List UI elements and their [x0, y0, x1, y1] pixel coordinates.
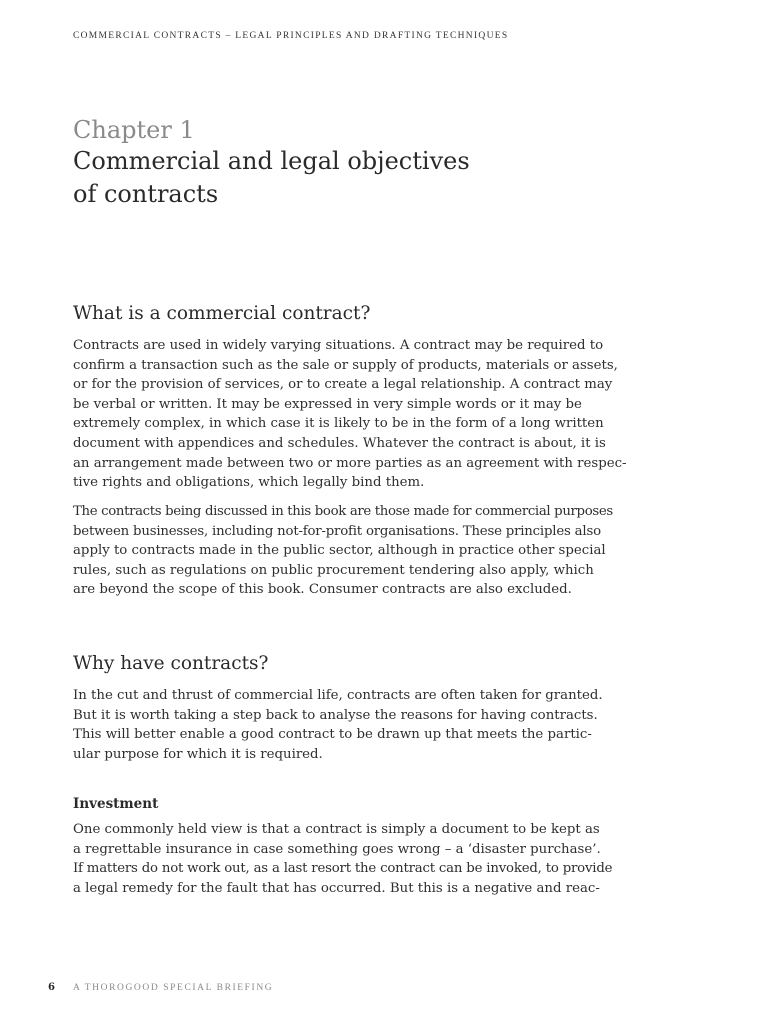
- chapter-title: [73, 145, 543, 211]
- subheading-investment: Investment: [73, 796, 159, 812]
- text-line: In the cut and thrust of commercial life, contracts are often taken for granted.: [73, 688, 603, 703]
- body-paragraph: [73, 336, 627, 493]
- text-line: or for the provision of services, or to create a legal relationship. A contract may: [73, 377, 613, 393]
- body-paragraph: [73, 686, 603, 764]
- text-line: Contracts are used in widely varying situations. A contract may be required to: [73, 338, 604, 353]
- section-heading-what-is-contract: What is a commercial contract?: [73, 303, 371, 324]
- text-line: document with appendices and schedules. Whatever the contract is about, it is: [73, 435, 606, 451]
- text-line: an arrangement made between two or more parties as an agreement with respec-: [73, 455, 627, 471]
- chapter-title-line: Commercial and legal objectives: [73, 147, 470, 175]
- body-paragraph: [73, 502, 613, 600]
- footer-series-title: A THOROGOOD SPECIAL BRIEFING: [73, 983, 274, 993]
- text-line: a regrettable insurance in case something goes wrong – a ‘disaster purchase’.: [73, 841, 601, 857]
- section-heading-why-contracts: Why have contracts?: [73, 653, 269, 674]
- text-line: If matters do not work out, as a last resort the contract can be invoked, to provide: [73, 861, 613, 877]
- text-line: between businesses, including not-for-profit organisations. These principles also: [73, 523, 601, 539]
- text-line: apply to contracts made in the public sector, although in practice other special: [73, 543, 606, 559]
- text-line: One commonly held view is that a contract is simply a document to be kept as: [73, 822, 600, 837]
- text-line: tive rights and obligations, which legally bind them.: [73, 475, 425, 491]
- page-number: 6: [48, 982, 55, 993]
- text-line: confirm a transaction such as the sale or supply of products, materials or assets,: [73, 357, 618, 373]
- text-line: The contracts being discussed in this book are those made for commercial purposes: [73, 504, 613, 519]
- text-line: are beyond the scope of this book. Consumer contracts are also excluded.: [73, 582, 572, 598]
- chapter-title-line: of contracts: [73, 180, 219, 208]
- chapter-label: Chapter 1: [73, 116, 195, 144]
- body-paragraph: [73, 820, 613, 898]
- text-line: extremely complex, in which case it is likely to be in the form of a long written: [73, 416, 604, 432]
- text-line: ular purpose for which it is required.: [73, 746, 323, 762]
- text-line: a legal remedy for the fault that has occurred. But this is a negative and reac-: [73, 880, 600, 896]
- text-line: This will better enable a good contract to be drawn up that meets the partic-: [73, 727, 592, 743]
- text-line: be verbal or written. It may be expressed in very simple words or it may be: [73, 396, 582, 412]
- text-line: rules, such as regulations on public procurement tendering also apply, which: [73, 562, 594, 578]
- running-header: COMMERCIAL CONTRACTS – LEGAL PRINCIPLES AND DRAFTING TECHNIQUES: [73, 31, 509, 41]
- text-line: But it is worth taking a step back to analyse the reasons for having contracts.: [73, 707, 598, 723]
